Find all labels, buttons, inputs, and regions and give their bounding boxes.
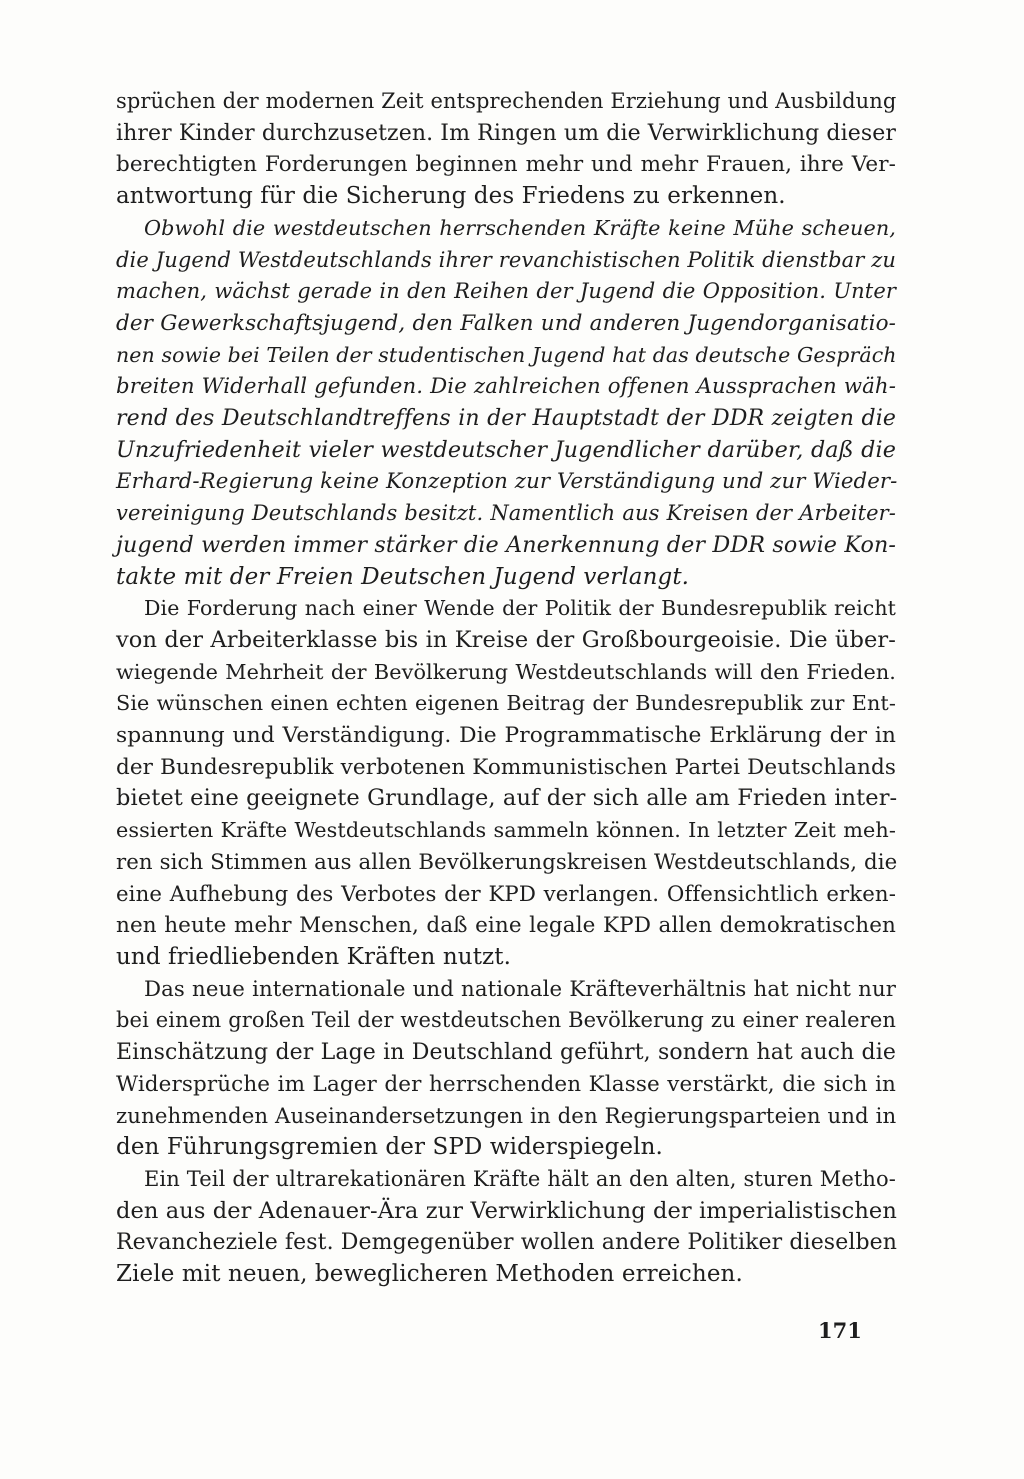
text-line: wiegende Mehrheit der Bevölkerung Westdeutschlands will den Frieden. [116,659,896,684]
text-line: antwortung für die Sicherung des Friedens zu erkennen. [116,183,786,210]
text-line: Erhard-Regierung keine Konzeption zur Verständigung und zur Wieder- [116,469,898,495]
text-line: der Gewerkschaftsjugend, den Falken und anderen Jugendorganisatio- [116,310,896,336]
text-line: bei einem großen Teil der westdeutschen Bevölkerung zu einer realeren [116,1008,896,1033]
text-line: Obwohl die westdeutschen herrschenden Kräfte keine Mühe scheuen, [144,215,896,240]
text-line: und friedliebenden Kräften nutzt. [116,943,512,970]
italic-paragraph [116,213,896,593]
paragraph [116,593,896,973]
page-number: 171 [818,1318,862,1343]
text-line: sprüchen der modernen Zeit entsprechenden Erziehung und Ausbildung [116,89,897,113]
text-line: ihrer Kinder durchzusetzen. Im Ringen um die Verwirklichung dieser [116,120,896,146]
text-line: Das neue internationale und nationale Kräfteverhältnis hat nicht nur [144,976,896,1002]
text-line: Unzufriedenheit vieler westdeutscher Jugendlicher darüber, daß die [116,436,896,463]
text-line: essierten Kräfte Westdeutschlands sammeln können. In letzter Zeit meh- [116,818,896,843]
paragraph [116,974,896,1164]
text-line: Revancheziele fest. Demgegenüber wollen andere Politiker dieselben [116,1230,898,1256]
body-text [116,86,896,1291]
text-line: zunehmenden Auseinandersetzungen in den Regierungsparteien und in [116,1103,897,1129]
text-line: rend des Deutschlandtreffens in der Hauptstadt der DDR zeigten die [116,406,896,432]
text-line: bietet eine geeignete Grundlage, auf der sich alle am Frieden inter- [116,785,898,812]
paragraph [116,86,896,213]
text-line: den aus der Adenauer-Ära zur Verwirklichung der imperialistischen [116,1197,897,1224]
text-line: spannung und Verständigung. Die Programmatische Erklärung der in [116,723,896,749]
text-line: den Führungsgremien der SPD widerspiegeln. [116,1134,663,1161]
text-line: berechtigten Forderungen beginnen mehr und mehr Frauen, ihre Ver- [116,152,896,178]
text-line: machen, wächst gerade in den Reihen der Jugend die Opposition. Unter [116,279,896,304]
text-line: Einschätzung der Lage in Deutschland geführt, sondern hat auch die [116,1040,896,1066]
paragraph [116,1164,896,1291]
text-line: der Bundesrepublik verbotenen Kommunistischen Partei Deutschlands [116,754,896,780]
text-line: Die Forderung nach einer Wende der Politik der Bundesrepublik reicht [144,596,896,621]
text-line: Widersprüche im Lager der herrschenden Klasse verstärkt, die sich in [116,1071,896,1097]
text-line: ren sich Stimmen aus allen Bevölkerungskreisen Westdeutschlands, die [116,849,898,875]
text-line: vereinigung Deutschlands besitzt. Namentlich aus Kreisen der Arbeiter- [116,501,896,526]
text-line: nen heute mehr Menschen, daß eine legale KPD allen demokratischen [116,913,896,939]
text-line: breiten Widerhall gefunden. Die zahlreichen offenen Aussprachen wäh- [116,374,896,400]
text-line: Ziele mit neuen, beweglicheren Methoden erreichen. [116,1261,743,1288]
text-line: nen sowie bei Teilen der studentischen Jugend hat das deutsche Gespräch [116,342,897,367]
text-line: Ein Teil der ultrarekationären Kräfte hält an den alten, sturen Metho- [144,1166,896,1191]
text-line: die Jugend Westdeutschlands ihrer revanchistischen Politik dienstbar zu [116,247,896,272]
text-line: jugend werden immer stärker die Anerkennung der DDR sowie Kon- [116,531,896,558]
text-line: von der Arbeiterklasse bis in Kreise der Großbourgeoisie. Die über- [116,626,896,653]
text-line: eine Aufhebung des Verbotes der KPD verlangen. Offensichtlich erken- [116,881,896,907]
text-line: Sie wünschen einen echten eigenen Beitrag der Bundesrepublik zur Ent- [116,691,896,716]
text-line: takte mit der Freien Deutschen Jugend verlangt. [116,563,690,590]
